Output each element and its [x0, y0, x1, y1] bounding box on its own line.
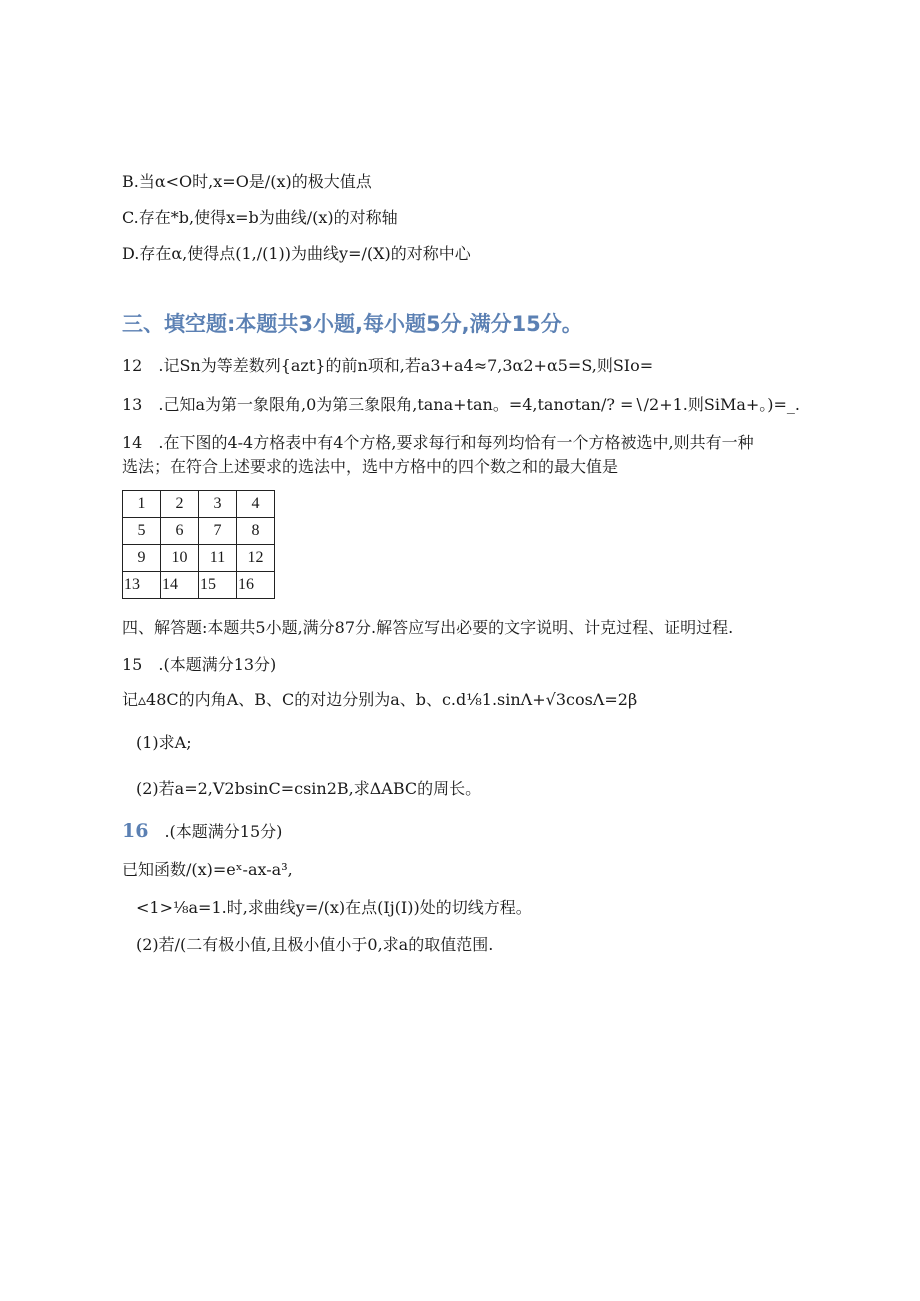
option-b: B.当α<O时,x=O是/(x)的极大值点 — [122, 172, 372, 191]
grid-row — [123, 545, 275, 572]
question-16-header — [122, 820, 282, 843]
grid-cell: 13 — [123, 572, 161, 599]
section4-title: 四、解答题:本题共5小题,满分87分.解答应写出必要的文字说明、计克过程、证明过程. — [122, 618, 734, 637]
question-16-number: 16 — [122, 820, 149, 842]
question-15-part2: (2)若a=2,V2bsinC=csin2B,求ΔABC的周长。 — [136, 779, 482, 798]
grid-cell: 6 — [161, 518, 199, 545]
question-12: 12 .记Sn为等差数列{azt}的前n项和,若a3+a4≈7,3α2+α5=S,则SIo= — [122, 356, 654, 375]
grid-cell: 8 — [237, 518, 275, 545]
question-14-line1: 14 .在下图的4-4方格表中有4个方格,要求每行和每列均恰有一个方格被选中,则共有一种 — [122, 433, 754, 452]
grid-cell: 11 — [199, 545, 237, 572]
option-c: C.存在*b,使得x=b为曲线/(x)的对称轴 — [122, 208, 398, 227]
grid-cell: 5 — [123, 518, 161, 545]
grid-row — [123, 491, 275, 518]
question-16-part1: <1>⅛a=1.时,求曲线y=/(x)在点(Ij(I))处的切线方程。 — [136, 898, 532, 917]
grid-cell: 2 — [161, 491, 199, 518]
question-16-part2: (2)若/(二有极小值,且极小值小于0,求a的取值范围. — [136, 935, 494, 954]
grid-row — [123, 518, 275, 545]
grid-cell: 7 — [199, 518, 237, 545]
section3-title: 三、填空题:本题共3小题,每小题5分,满分15分。 — [122, 312, 583, 336]
grid-cell: 9 — [123, 545, 161, 572]
grid-row — [123, 572, 275, 599]
grid-cell: 3 — [199, 491, 237, 518]
question-15-header: 15 .(本题满分13分) — [122, 655, 277, 674]
question-15-part1: (1)求A; — [136, 733, 192, 752]
grid-cell: 1 — [123, 491, 161, 518]
option-d: D.存在α,使得点(1,/(1))为曲线y=/(X)的对称中心 — [122, 244, 471, 263]
number-grid — [122, 490, 275, 599]
question-14-line2: 选法；在符合上述要求的选法中，选中方格中的四个数之和的最大值是 — [122, 457, 619, 476]
question-16-stem: 已知函数/(x)=eˣ-ax-a³, — [122, 860, 293, 879]
grid-cell: 14 — [161, 572, 199, 599]
question-13: 13 .己知a为第一象限角,0为第三象限角,tana+tan。=4,tanσtan∕? =∖∕2+1.则SiMa+。)=_. — [122, 395, 801, 414]
grid-cell: 12 — [237, 545, 275, 572]
grid-cell: 15 — [199, 572, 237, 599]
question-16-score: .(本题满分15分) — [148, 822, 283, 841]
grid-cell: 4 — [237, 491, 275, 518]
grid-cell: 10 — [161, 545, 199, 572]
grid-cell: 16 — [237, 572, 275, 599]
question-15-stem: 记▵48C的内角A、B、C的对边分别为a、b、c.d⅛1.sinΛ+√3cosΛ=2β — [122, 690, 638, 709]
